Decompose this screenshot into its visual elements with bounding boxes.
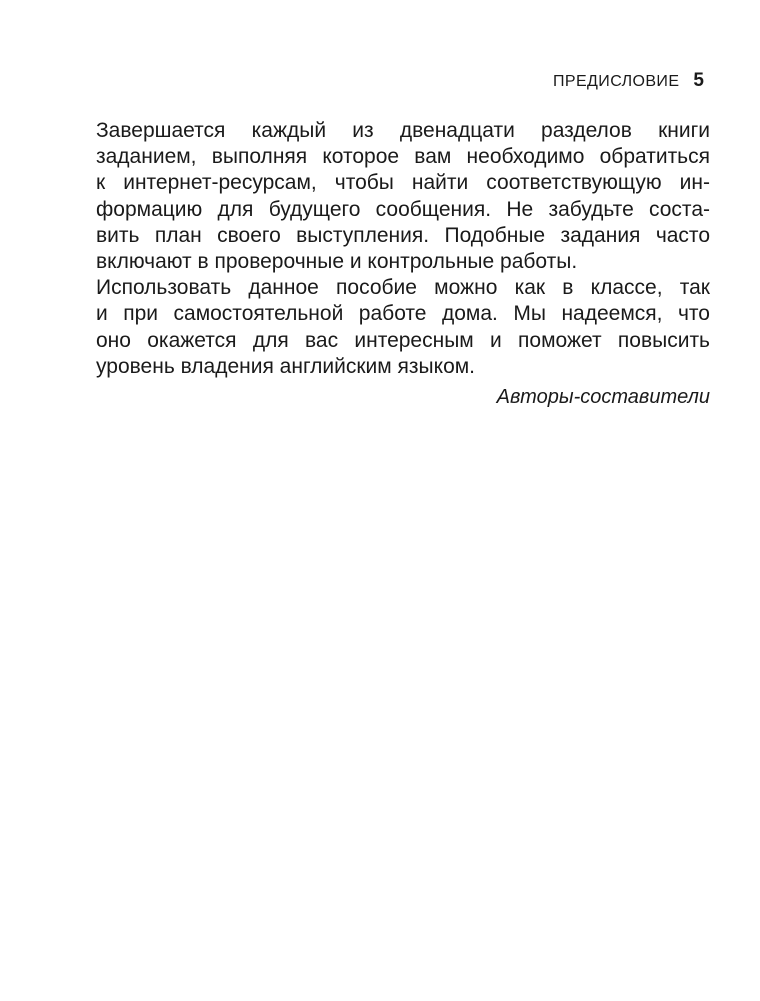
paragraph-line: формацию для будущего сообщения. Не забудьте соста-: [96, 197, 710, 221]
section-name: ПРЕДИСЛОВИЕ: [553, 73, 680, 90]
paragraph-line: уровень владения английским языком.: [96, 354, 476, 378]
running-header: [553, 70, 704, 92]
signature: Авторы-составители: [496, 386, 710, 409]
paragraph-line: заданием, выполняя которое вам необходимо обратиться: [96, 145, 710, 169]
paragraph-line: Завершается каждый из двенадцати разделов книги: [96, 119, 710, 142]
paragraph-1: [68, 118, 710, 275]
paragraph-line: Использовать данное пособие можно как в классе, так: [96, 276, 710, 300]
paragraph-line: к интернет-ресурсам, чтобы найти соответствующую ин-: [96, 171, 710, 195]
paragraph-line: оно окажется для вас интересным и поможет повысить: [96, 328, 710, 352]
page-number: 5: [693, 70, 704, 91]
paragraph-line: вить план своего выступления. Подобные задания часто: [96, 223, 710, 247]
paragraph-line: включают в проверочные и контрольные работы.: [96, 250, 578, 274]
paragraph-2: [68, 275, 710, 380]
paragraph-line: и при самостоятельной работе дома. Мы надеемся, что: [96, 302, 710, 326]
body-text: [68, 118, 710, 410]
